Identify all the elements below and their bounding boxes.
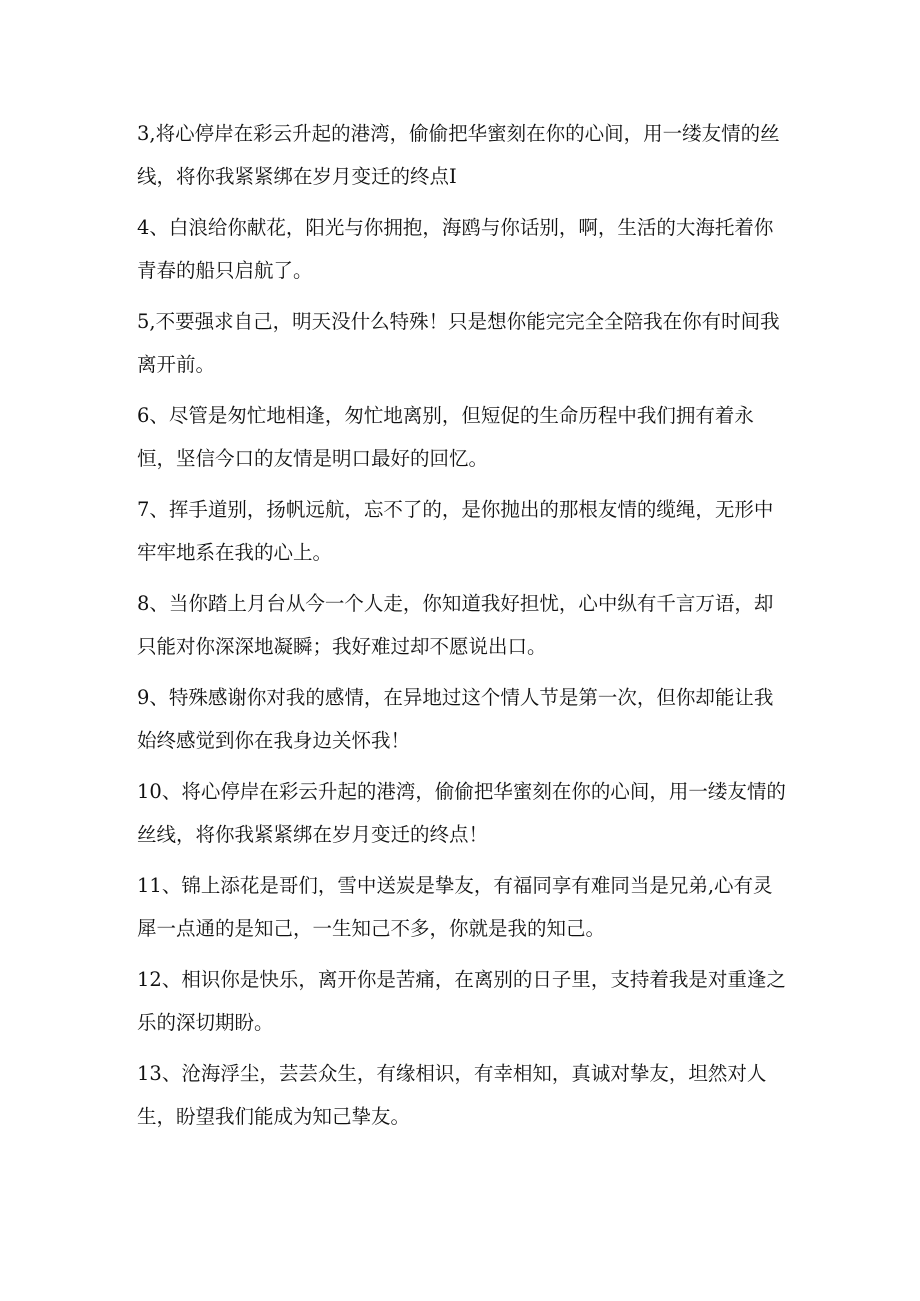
paragraph-4: 4、白浪给你献花，阳光与你拥抱，海鸥与你话别，啊，生活的大海托着你青春的船只启航了。 bbox=[137, 216, 774, 282]
paragraph-5: 5,不要强求自己，明天没什么特殊！只是想你能完完全全陪我在你有时间我离开前。 bbox=[137, 310, 780, 376]
paragraph-11: 11、锦上添花是哥们，雪中送炭是挚友，有福同享有难同当是兄弟,心有灵犀一点通的是知己，一生知己不多，你就是我的知己。 bbox=[137, 874, 773, 940]
paragraph-6: 6、尽管是匆忙地相逢，匆忙地离别，但短促的生命历程中我们拥有着永恒，坚信今口的友情是明口最好的回忆。 bbox=[137, 404, 754, 470]
paragraph-10: 10、将心停岸在彩云升起的港湾，偷偷把华蜜刻在你的心间，用一缕友情的丝线，将你我紧紧绑在岁月变迁的终点！ bbox=[137, 780, 786, 846]
paragraph-13: 13、沧海浮尘，芸芸众生，有缘相识，有幸相知，真诚对挚友，坦然对人生，盼望我们能成为知己挚友。 bbox=[137, 1062, 767, 1128]
document-body bbox=[137, 112, 789, 1146]
paragraph-9: 9、特殊感谢你对我的感情，在异地过这个情人节是第一次，但你却能让我始终感觉到你在我身边关怀我！ bbox=[137, 686, 774, 752]
paragraph-3: 3,将心停岸在彩云升起的港湾，偷偷把华蜜刻在你的心间，用一缕友情的丝线，将你我紧紧绑在岁月变迁的终点I bbox=[137, 122, 780, 188]
paragraph-8: 8、当你踏上月台从今一个人走，你知道我好担忧，心中纵有千言万语，却只能对你深深地凝瞬；我好难过却不愿说出口。 bbox=[137, 592, 774, 658]
paragraph-12: 12、相识你是快乐，离开你是苦痛，在离别的日子里，支持着我是对重逢之乐的深切期盼。 bbox=[137, 968, 786, 1034]
paragraph-7: 7、挥手道别，扬帆远航，忘不了的，是你抛出的那根友情的缆绳，无形中牢牢地系在我的心上。 bbox=[137, 498, 774, 564]
